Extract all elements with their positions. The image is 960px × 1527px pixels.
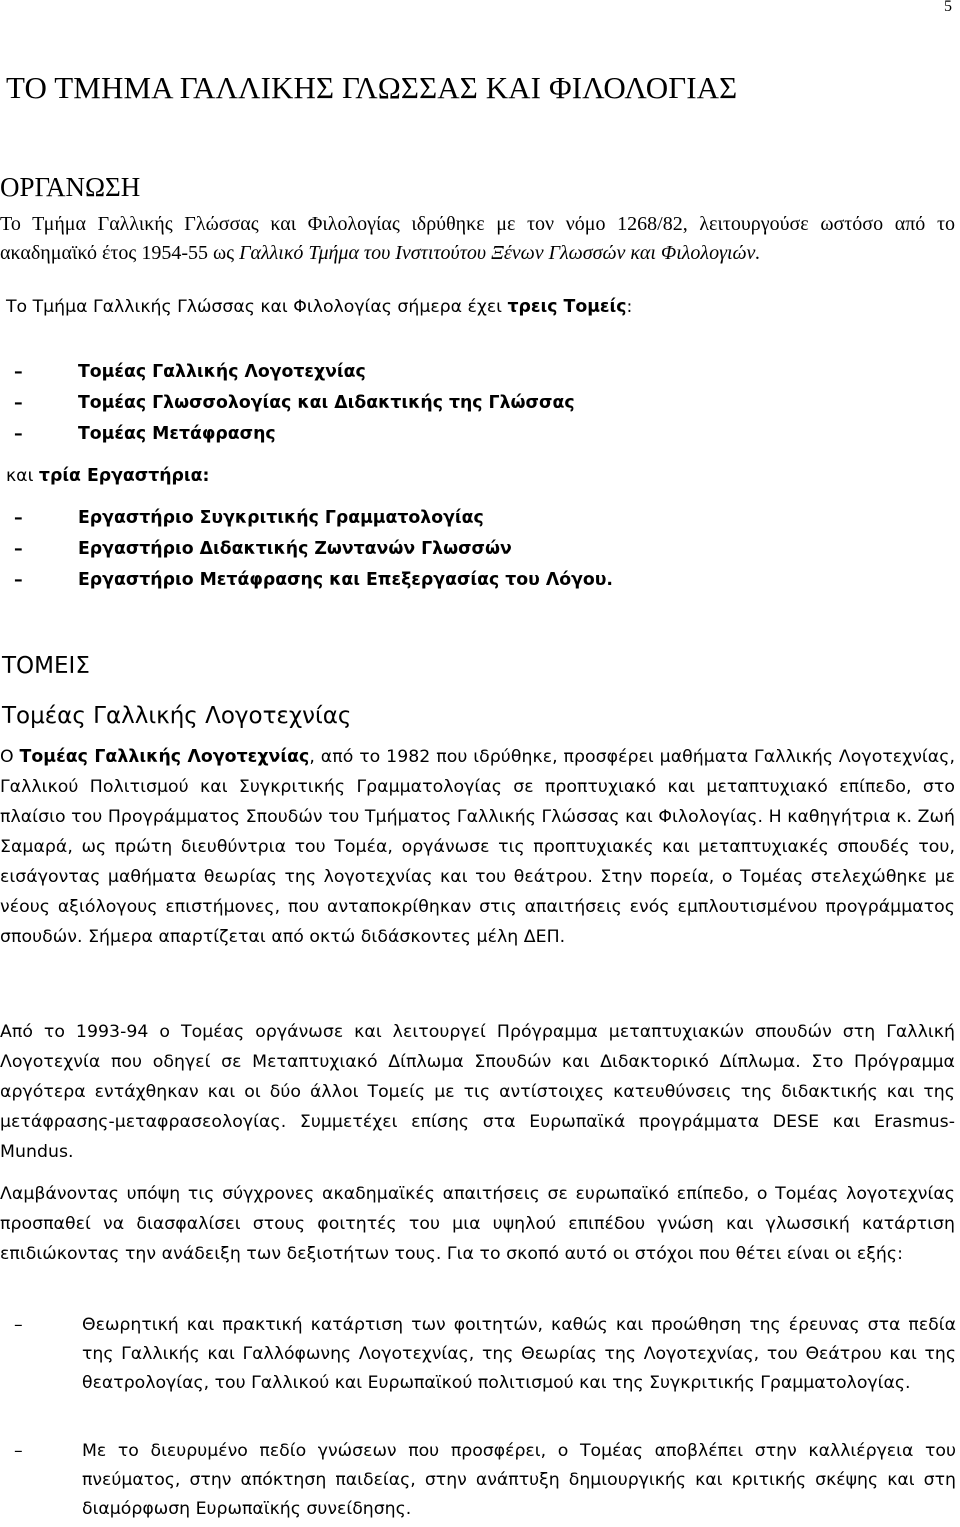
dash-bullet-icon: – — [14, 424, 23, 444]
dash-bullet-icon: – — [14, 393, 23, 413]
page-title: ΤΟ ΤΜΗΜΑ ΓΑΛΛΙΚΗΣ ΓΛΩΣΣΑΣ ΚΑΙ ΦΙΛΟΛΟΓΙΑΣ — [6, 70, 738, 105]
literature-sector-paragraph-2: Από το 1993-94 ο Τομέας οργάνωσε και λειτουργεί Πρόγραμμα μεταπτυχιακών σπουδών στη Γαλλική Λογοτεχνία που οδηγεί σε Μεταπτυχιακό Δίπλωμα Σπουδών και Διδακτορικό Δίπλωμα. Στο Πρόγραμμα αργότερα εντάχθηκαν και οι δύο άλλοι Τομείς με τις αντίστοιχες κατευθύνσεις της διδακτικής και της μετάφρασης-μεταφρασεολογίας. Συμμετέχει επίσης στα Ευρωπαϊκά προγράμματα DESE και Erasmus-Mundus. — [0, 1022, 955, 1162]
dash-bullet-icon: – — [14, 539, 23, 559]
p1-text: Ο — [0, 747, 20, 767]
literature-sector-paragraph-1 — [0, 742, 955, 952]
labs-intro-line — [6, 466, 209, 486]
goal-text: Με το διευρυμένο πεδίο γνώσεων που προσφέρει, ο Τομέας αποβλέπει στην καλλιέργεια του πνεύματος, στην απόκτηση παιδείας, στην ανάπτυξη δημιουργικής και κριτικής σκέψης και στη διαμόρφωση Ευρωπαϊκής συνείδησης. — [82, 1441, 956, 1519]
sectors-intro-line — [6, 297, 632, 317]
sector-name: Τομέας Γαλλικής Λογοτεχνίας — [78, 362, 366, 382]
lab-name: Εργαστήριο Διδακτικής Ζωντανών Γλωσσών — [78, 539, 512, 559]
sectors-count-label: τρεις Τομείς — [507, 297, 627, 317]
sectors-intro-colon: : — [626, 297, 633, 317]
labs-count-label: τρία Εργαστήρια: — [38, 466, 210, 486]
lab-name: Εργαστήριο Μετάφρασης και Επεξεργασίας του Λόγου. — [78, 570, 613, 590]
sectors-intro-text: Το Τμήμα Γαλλικής Γλώσσας και Φιλολογίας σήμερα έχει — [6, 297, 508, 317]
dash-bullet-icon: – — [14, 570, 23, 590]
labs-intro-text: και — [6, 466, 39, 486]
sectors-section-heading: ΤΟΜΕΙΣ — [2, 653, 90, 679]
sector-name: Τομέας Γλωσσολογίας και Διδακτικής της Γλώσσας — [78, 393, 575, 413]
page-number: 5 — [944, 0, 952, 15]
dash-bullet-icon: – — [14, 1315, 23, 1335]
p1-bold-text: Τομέας Γαλλικής Λογοτεχνίας — [19, 747, 310, 767]
dash-bullet-icon: – — [14, 362, 23, 382]
intro-italic-text: Γαλλικό Τμήμα του Ινστιτούτου Ξένων Γλωσσών και Φιλολογιών. — [239, 242, 761, 264]
sector-name: Τομέας Μετάφρασης — [78, 424, 276, 444]
p1-text-rest: , από το 1982 που ιδρύθηκε, προσφέρει μαθήματα Γαλλικής Λογοτεχνίας, Γαλλικού Πολιτισμού και Συγκριτικής Γραμματολογίας σε προπτυχιακό και μεταπτυχιακό επίπεδο, στο πλαίσιο του Προγράμματος Σπουδών του Τμήματος Γαλλικής Γλώσσας και Φιλολογίας. Η καθηγήτρια κ. Ζωή Σαμαρά, ως πρώτη διευθύντρια του Τομέα, οργάνωσε τις προπτυχιακές και μεταπτυχιακές σπουδές του, εισάγοντας μαθήματα θεωρίας της λογοτεχνίας και του θεάτρου. Στην πορεία, ο Τομέας στελεχώθηκε με νέους αξιόλογους επιστήμονες, που ανταποκρίθηκαν στις απαιτήσεις ενός εμπλουτισμένου προγράμματος σπουδών. Σήμερα απαρτίζεται από οκτώ διδάσκοντες μέλη ΔΕΠ. — [0, 747, 955, 947]
intro-text: Το Τμήμα Γαλλικής Γλώσσας και Φιλολογίας ιδρύθηκε με τον νόμο 1268/82, λειτουργούσε ωστόσο από το ακαδημαϊκό έτος 1954-55 ως — [0, 213, 955, 264]
organization-intro-paragraph — [0, 210, 955, 268]
literature-sector-subheading: Τομέας Γαλλικής Λογοτεχνίας — [2, 703, 352, 729]
lab-name: Εργαστήριο Συγκριτικής Γραμματολογίας — [78, 508, 484, 528]
literature-sector-paragraph-3: Λαμβάνοντας υπόψη τις σύγχρονες ακαδημαϊκές απαιτήσεις σε ευρωπαϊκό επίπεδο, ο Τομέας λογοτεχνίας προσπαθεί να διασφαλίσει στους φοιτητές του μια υψηλού επιπέδου γνώση και γλωσσική κατάρτιση επιδιώκοντας την ανάδειξη των δεξιοτήτων τους. Για το σκοπό αυτό οι στόχοι που θέτει είναι οι εξής: — [0, 1184, 955, 1264]
dash-bullet-icon: – — [14, 508, 23, 528]
organization-heading: ΟΡΓΑΝΩΣΗ — [0, 172, 141, 202]
dash-bullet-icon: – — [14, 1441, 23, 1461]
goal-text: Θεωρητική και πρακτική κατάρτιση των φοιτητών, καθώς και προώθηση της έρευνας στα πεδία της Γαλλικής και Γαλλόφωνης Λογοτεχνίας, της Θεωρίας της Λογοτεχνίας, του Θεάτρου και της θεατρολογίας, του Γαλλικού και Ευρωπαϊκού πολιτισμού και της Συγκριτικής Γραμματολογίας. — [82, 1315, 956, 1393]
